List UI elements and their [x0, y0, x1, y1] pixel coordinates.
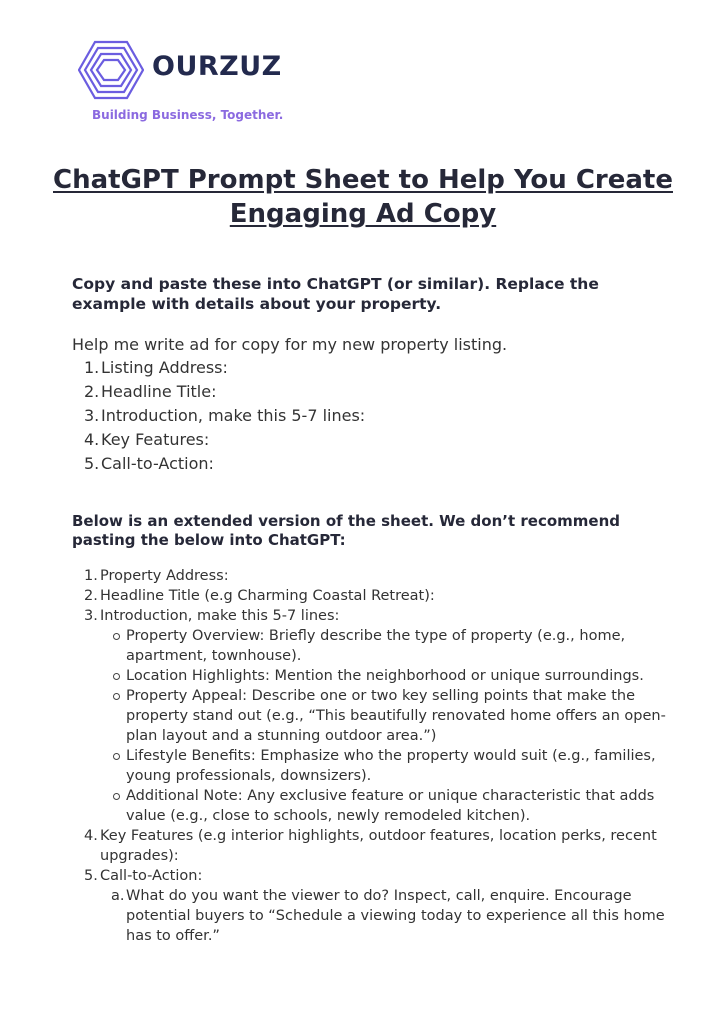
circle-bullet-icon: [113, 633, 120, 640]
circle-bullet-icon: [113, 753, 120, 760]
list-item: 1. Listing Address:: [84, 358, 228, 377]
instructions-text: Copy and paste these into ChatGPT (or similar). Replace the example with details about your property.: [72, 275, 599, 313]
circle-bullet-icon: [113, 693, 120, 700]
list-item: 4. Key Features:: [84, 430, 210, 449]
sub-list-item: a. What do you want the viewer to do? Inspect, call, enquire. Encourage potential buyers to “Schedule a viewing today to experience all this home has to offer.”: [111, 888, 665, 944]
sub-list-item: Location Highlights: Mention the neighborhood or unique surroundings.: [72, 666, 672, 686]
extended-heading: Below is an extended version of the sheet. We don’t recommend pasting the below into ChatGPT:: [72, 512, 620, 549]
list-item: 4. Key Features (e.g interior highlights, outdoor features, location perks, recent upgrades):: [84, 828, 657, 864]
list-item: 5. Call-to-Action:: [84, 868, 203, 884]
sub-list-item: Lifestyle Benefits: Emphasize who the property would suit (e.g., families, young professionals, downsizers).: [72, 746, 672, 786]
brand-tagline: Building Business, Together.: [92, 108, 284, 122]
sub-list-item: Additional Note: Any exclusive feature or unique characteristic that adds value (e.g., close to schools, newly remodeled kitchen).: [72, 786, 672, 826]
list-item: 3. Introduction, make this 5-7 lines:: [84, 406, 366, 425]
hexagon-logo-icon: [78, 40, 144, 100]
prompt-intro: Help me write ad for copy for my new property listing.: [72, 335, 508, 354]
page-title: ChatGPT Prompt Sheet to Help You Create Engaging Ad Copy: [53, 165, 673, 229]
list-item: 2. Headline Title:: [84, 382, 217, 401]
sub-list-item: Property Overview: Briefly describe the type of property (e.g., home, apartment, townhouse).: [72, 626, 672, 666]
short-prompt-list: [72, 356, 365, 476]
circle-bullet-icon: [113, 793, 120, 800]
list-item: 1. Property Address:: [84, 568, 229, 584]
sub-list-item: Property Appeal: Describe one or two key selling points that make the property stand out (e.g., “This beautifully renovated home offers an open-plan layout and a stunning outdoor area.”): [72, 686, 672, 746]
ourzuz-logo: [78, 40, 298, 100]
extended-prompt-list: [72, 566, 672, 946]
list-item: 3. Introduction, make this 5-7 lines:: [84, 608, 340, 624]
brand-name: OURZUZ: [152, 51, 282, 82]
circle-bullet-icon: [113, 673, 120, 680]
list-item: 2. Headline Title (e.g Charming Coastal Retreat):: [84, 588, 435, 604]
list-item: 5. Call-to-Action:: [84, 454, 214, 473]
